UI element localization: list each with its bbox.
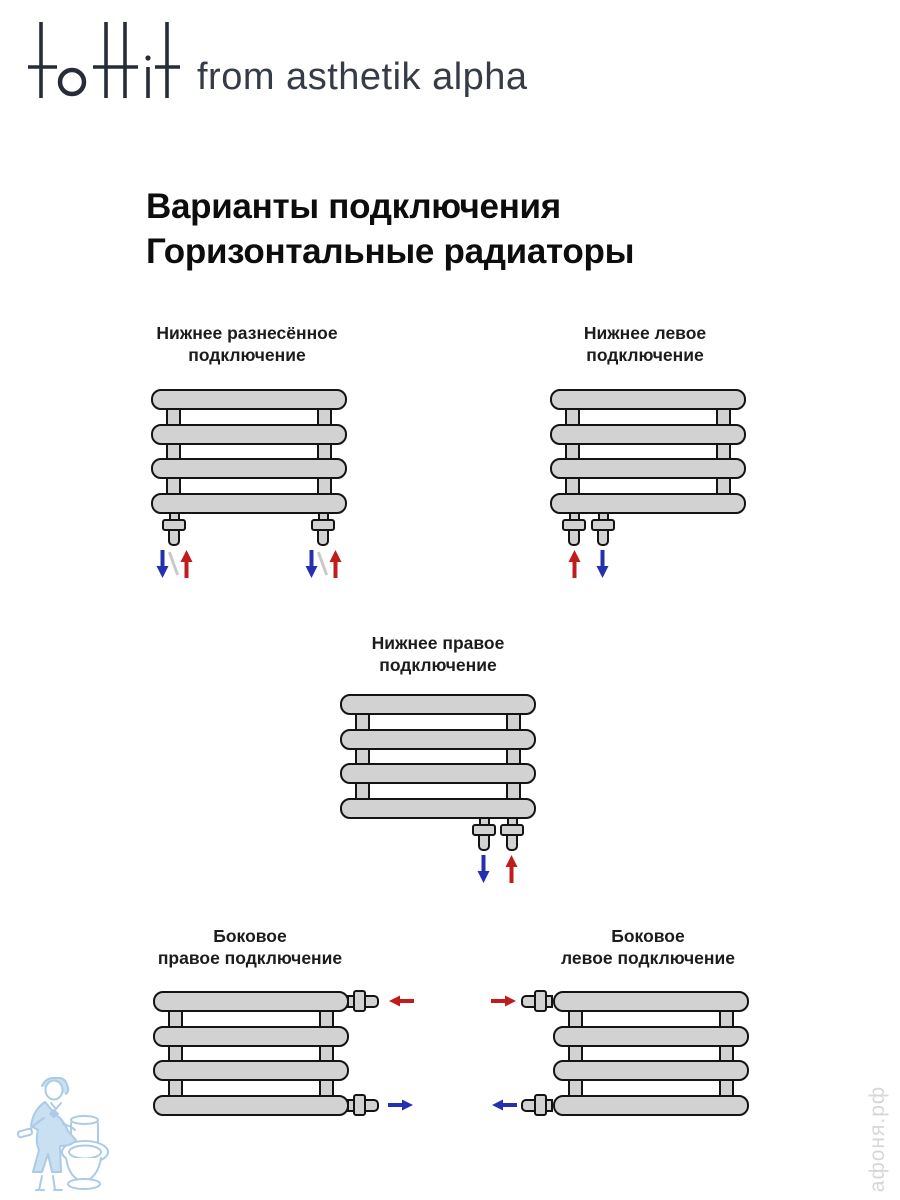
- diagram-title-line2: правое подключение: [157, 948, 343, 968]
- bottom-valve: [472, 817, 496, 851]
- valve-neck: [545, 995, 553, 1008]
- flow-arrow-right-icon: [491, 994, 517, 1008]
- valve-pipe: [317, 529, 329, 546]
- radiator-collector-left: [565, 399, 580, 504]
- diagram-title-line2: подключение: [586, 345, 704, 365]
- diagram-title-line2: подключение: [188, 345, 306, 365]
- side-valve: [347, 990, 379, 1012]
- radiator-collector-left: [168, 1001, 183, 1106]
- side-valve: [347, 1094, 379, 1116]
- valve-pipe: [597, 529, 609, 546]
- radiator: [151, 389, 347, 514]
- radiator-bar: [553, 991, 749, 1012]
- valve-pipe: [364, 995, 379, 1008]
- radiator: [340, 694, 536, 819]
- radiator-bar: [340, 798, 536, 819]
- tottit-logo: [28, 15, 182, 103]
- logo-tagline: from asthetik alpha: [197, 56, 528, 98]
- radiator-bar: [151, 493, 347, 514]
- radiator-collector-right: [506, 704, 521, 809]
- side-valve: [521, 990, 553, 1012]
- diagram-title: [288, 632, 588, 676]
- valve-pipe: [478, 834, 490, 851]
- radiator-collector-left: [166, 399, 181, 504]
- radiator-bar: [153, 1060, 349, 1081]
- radiator-collector-right: [317, 399, 332, 504]
- radiator-collector-right: [719, 1001, 734, 1106]
- bottom-valve: [591, 512, 615, 546]
- plumber-mascot-watermark: [14, 1072, 124, 1196]
- logo-i-dot: [145, 55, 150, 60]
- radiator-bar: [553, 1026, 749, 1047]
- radiator-bar: [153, 1095, 349, 1116]
- diagram-title: [495, 322, 795, 366]
- valve-pipe: [168, 529, 180, 546]
- radiator-bar: [151, 389, 347, 410]
- radiator-bar: [340, 763, 536, 784]
- flow-arrow-down-icon: [476, 855, 491, 883]
- radiator-collector-left: [355, 704, 370, 809]
- flow-arrow-down-icon: [595, 550, 610, 578]
- diagram-title-line1: Нижнее разнесённое: [156, 323, 338, 343]
- diagram-title-line1: Боковое: [611, 926, 685, 946]
- radiator: [550, 389, 746, 514]
- radiator-collector-left: [568, 1001, 583, 1106]
- diagram-title-line1: Нижнее левое: [583, 323, 707, 343]
- bottom-valve: [500, 817, 524, 851]
- page-title-line2: Горизонтальные радиаторы: [146, 232, 635, 271]
- flow-arrow-left-icon: [388, 994, 414, 1008]
- radiator-bar: [340, 694, 536, 715]
- diagram-title-line2: подключение: [379, 655, 497, 675]
- valve-pipe: [506, 834, 518, 851]
- valve-neck: [545, 1099, 553, 1112]
- valve-pipe: [568, 529, 580, 546]
- radiator-bar: [153, 1026, 349, 1047]
- flow-arrow-up-icon: [504, 855, 519, 883]
- diagram-title-line2: левое подключение: [561, 948, 735, 968]
- flow-arrow-up-icon: [567, 550, 582, 578]
- flow-arrow-up-icon: [328, 550, 343, 578]
- page-title: [146, 184, 634, 274]
- radiator: [153, 991, 349, 1116]
- radiator-bar: [340, 729, 536, 750]
- flow-arrow-right-icon: [388, 1098, 414, 1112]
- radiator-bar: [151, 424, 347, 445]
- side-valve: [521, 1094, 553, 1116]
- radiator-bar: [550, 458, 746, 479]
- radiator-bar: [153, 991, 349, 1012]
- radiator-bar: [151, 458, 347, 479]
- page-title-line1: Варианты подключения: [146, 187, 561, 226]
- radiator-bar: [553, 1095, 749, 1116]
- diagram-title: [498, 925, 798, 969]
- radiator-bar: [550, 389, 746, 410]
- bottom-valve: [311, 512, 335, 546]
- radiator: [553, 991, 749, 1116]
- bottom-valve: [562, 512, 586, 546]
- radiator-collector-right: [319, 1001, 334, 1106]
- valve-pipe: [364, 1099, 379, 1112]
- bottom-valve: [162, 512, 186, 546]
- site-watermark: афоня.рф: [866, 1085, 889, 1193]
- diagram-title: [97, 322, 397, 366]
- radiator-collector-right: [716, 399, 731, 504]
- diagram-title-line1: Нижнее правое: [371, 633, 505, 653]
- diagram-title-line1: Боковое: [213, 926, 287, 946]
- flow-arrow-up-icon: [179, 550, 194, 578]
- radiator-bar: [550, 493, 746, 514]
- diagram-title: [100, 925, 400, 969]
- radiator-bar: [553, 1060, 749, 1081]
- radiator-bar: [550, 424, 746, 445]
- flow-arrow-left-icon: [491, 1098, 517, 1112]
